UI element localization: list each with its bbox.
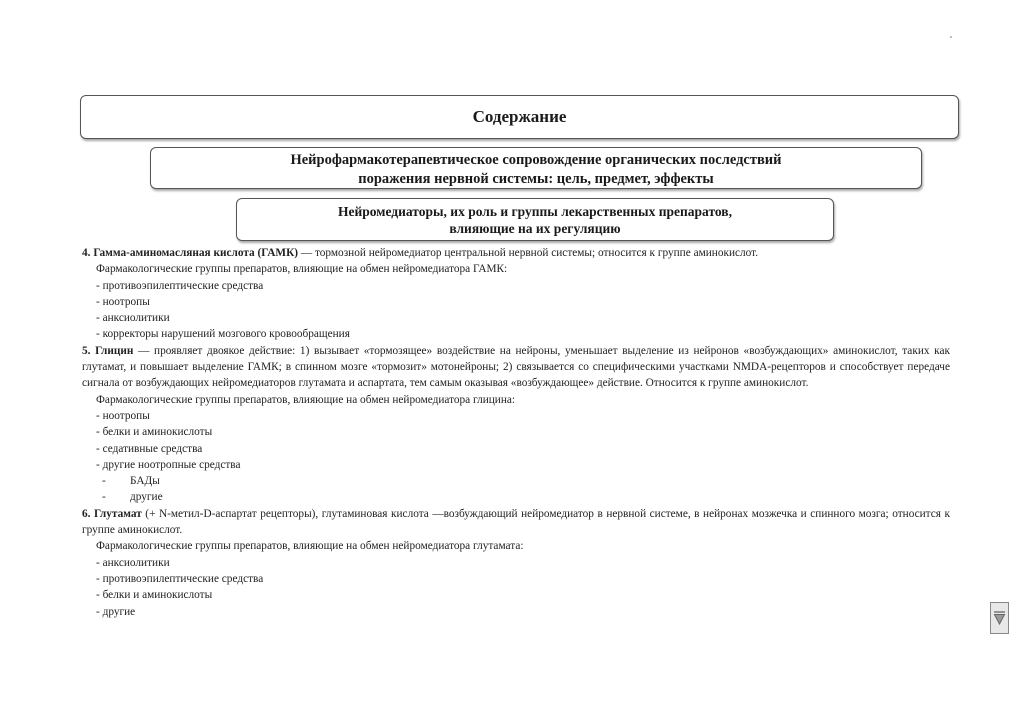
list-item: - анксиолитики — [96, 312, 170, 325]
list-item: - другие ноотропные средства — [96, 458, 241, 471]
item-number: 6. — [82, 507, 91, 520]
glycine-definition — [82, 343, 950, 392]
glutamate-groups-intro: Фармакологические группы препаратов, влияющие на обмен нейромедиатора глутамата: — [96, 540, 524, 553]
gaba-groups-intro: Фармакологические группы препаратов, влияющие на обмен нейромедиатора ГАМК: — [96, 263, 508, 276]
gaba-definition — [82, 245, 950, 261]
sub-list-text: другие — [130, 491, 163, 504]
gaba-definition-text: — тормозной нейромедиатор центральной нервной системы; относится к группе аминокислот. — [298, 247, 759, 259]
glutamate-term: Глутамат — [94, 507, 142, 520]
glutamate-definition-text: (+ N-метил-D-аспартат рецепторы), глутаминовая кислота —возбуждающий нейромедиатор в нервной системе, в нейронах мозжечка и спинного мозга; относится к группе аминокислот. — [82, 507, 950, 537]
item-number: 5. — [82, 344, 91, 357]
list-item: - белки и аминокислоты — [96, 426, 213, 439]
glutamate-definition — [82, 506, 950, 539]
section-title-line-1: Нейрофармакотерапевтическое сопровождение органических последствий — [290, 152, 782, 168]
list-item: - корректоры нарушений мозгового кровообращения — [96, 328, 350, 341]
glycine-groups-intro: Фармакологические группы препаратов, влияющие на обмен нейромедиатора глицина: — [96, 393, 516, 406]
section-title-line-2: поражения нервной системы: цель, предмет, эффекты — [358, 171, 714, 187]
scroll-down-button[interactable] — [990, 602, 1009, 634]
sub-list-item — [82, 473, 950, 489]
list-item: - противоэпилептические средства — [96, 279, 264, 292]
document-body — [82, 245, 950, 620]
list-item: - белки и аминокислоты — [96, 589, 213, 602]
subsection-title-line-1: Нейромедиаторы, их роль и группы лекарственных препаратов, — [338, 204, 732, 219]
gaba-term: Гамма-аминомасляная кислота (ГАМК) — [93, 247, 299, 259]
contents-title-box — [80, 95, 959, 139]
scan-speck — [950, 36, 952, 38]
glycine-term: Глицин — [95, 344, 134, 357]
sub-list-text: БАДы — [130, 475, 160, 488]
list-item: - седативные средства — [96, 442, 203, 455]
triangle-down-icon — [993, 610, 1006, 626]
list-item: - другие — [96, 605, 136, 618]
section-title-box — [150, 147, 922, 189]
list-item: - противоэпилептические средства — [96, 572, 264, 585]
list-item: - ноотропы — [96, 295, 150, 308]
sub-list-dash: - — [102, 475, 106, 488]
list-item: - ноотропы — [96, 409, 150, 422]
item-number: 4. — [82, 247, 91, 259]
subsection-title-line-2: влияющие на их регуляцию — [449, 221, 621, 236]
subsection-title-box — [236, 198, 834, 241]
glycine-definition-text: — проявляет двоякое действие: 1) вызывает «тормозящее» воздействие на нейроны, уменьшает выделение из нейронов «возбуждающих» аминокислот, таких как глутамат, и повышает выделение ГАМК; в спинном мозге «тормозит» мотонейроны; 2) связывается со специфическими участками NMDA-рецепторов и способствует передаче сигнала от возбуждающих нейромедиаторов глутамата и аспартата, тем самым оказывая «возбуждающее» действие. Относится к группе аминокислот. — [82, 344, 950, 390]
list-item: - анксиолитики — [96, 556, 170, 569]
sub-list-dash: - — [102, 491, 106, 504]
sub-list-item — [82, 489, 950, 505]
contents-title: Содержание — [472, 107, 567, 126]
